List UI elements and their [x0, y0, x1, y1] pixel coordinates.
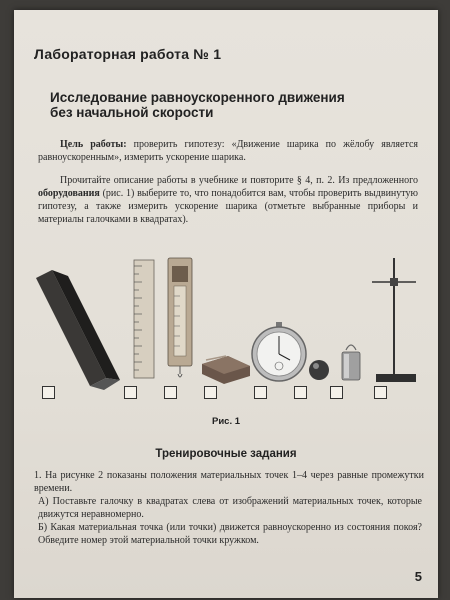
task-1b: Б) Какая материальная точка (или точки) движется равноускоренно из состояния покоя? Обведите номер этой материальной точки кружком. — [38, 522, 422, 546]
wooden-bar-image — [202, 356, 250, 384]
stopwatch-image — [252, 322, 306, 381]
steel-ball-image — [309, 360, 329, 380]
goal-text: проверить гипотезу: «Движение шарика по жёлобу является равноускоренным», измерить ускорение шарика. — [38, 139, 418, 163]
task-1a: А) Поставьте галочку в квадратах слева от изображений материальных точек, которые движутся неравномерно. — [38, 496, 422, 520]
checkbox-steel-ball[interactable] — [294, 386, 307, 399]
equipment-figure — [28, 256, 424, 406]
checkbox-stopwatch[interactable] — [254, 386, 267, 399]
checkbox-chute[interactable] — [42, 386, 55, 399]
task-1: 1. На рисунке 2 показаны положения материальных точек 1–4 через равные промежутки времени. — [34, 470, 424, 494]
goal-paragraph — [38, 138, 418, 164]
checkbox-lab-stand[interactable] — [374, 386, 387, 399]
checkbox-ruler[interactable] — [124, 386, 137, 399]
workbook-page — [14, 10, 438, 598]
instructions-part1: Прочитайте описание работы в учебнике и повторите § 4, п. 2. Из предложенного — [60, 175, 418, 186]
lab-title: Лабораторная работа № 1 — [34, 46, 222, 62]
training-title: Тренировочные задания — [155, 448, 297, 460]
weight-image — [342, 345, 360, 380]
checkbox-dynamometer[interactable] — [164, 386, 177, 399]
dynamometer-image — [168, 258, 192, 377]
instructions-paragraph — [38, 174, 418, 226]
checkbox-wooden-bar[interactable] — [204, 386, 217, 399]
ruler-image — [134, 260, 154, 378]
checkbox-weight[interactable] — [330, 386, 343, 399]
instructions-bold: оборудования — [38, 188, 100, 199]
figure-caption: Рис. 1 — [211, 416, 241, 427]
main-title-line2: без начальной скорости — [50, 105, 214, 120]
instructions-part2: (рис. 1) выберите то, что понадобится вам, чтобы проверить выдвинутую гипотезу, а также измерить ускорение шарика (отметьте выбранные приборы и материалы галочками в квадратах). — [38, 188, 418, 225]
main-title-line1: Исследование равноускоренного движения — [50, 90, 345, 105]
goal-label: Цель работы: — [60, 139, 127, 150]
lab-stand-image — [372, 258, 416, 382]
page-number: 5 — [414, 569, 422, 584]
main-title — [50, 90, 390, 120]
chute-image — [36, 270, 120, 390]
